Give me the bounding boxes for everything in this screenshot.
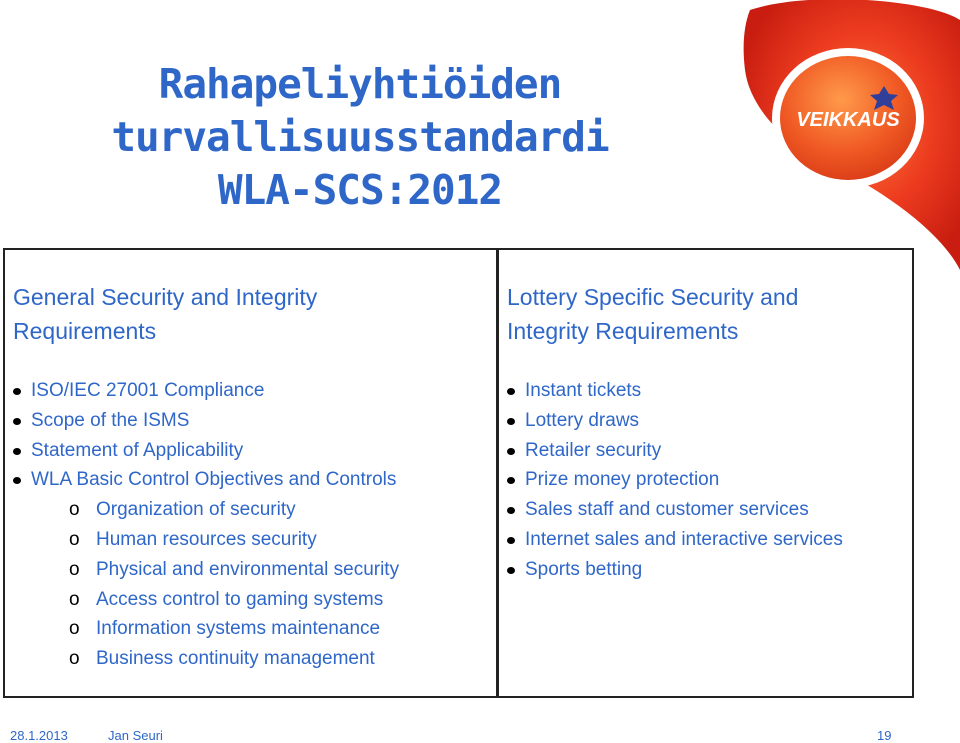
list-item-text: Scope of the ISMS — [31, 409, 190, 431]
list-item-text: WLA Basic Control Objectives and Controls — [31, 469, 397, 491]
title-line-1: Rahapeliyhtiöiden — [158, 60, 562, 108]
sub-list-item — [5, 495, 496, 525]
list-item — [505, 406, 912, 436]
list-item-text: Internet sales and interactive services — [525, 528, 843, 550]
sub-bullet-marker: o — [69, 558, 80, 580]
heading-line-2: Integrity Requirements — [507, 318, 739, 344]
sub-list-item — [5, 614, 496, 644]
sub-list-item — [5, 555, 496, 585]
list-item-text: ISO/IEC 27001 Compliance — [31, 380, 265, 401]
lottery-requirements-panel — [497, 248, 914, 698]
list-item-text: Human resources security — [96, 528, 317, 550]
general-requirements-heading — [13, 280, 496, 348]
list-item-text: Access control to gaming systems — [96, 588, 384, 610]
list-item-text: Information systems maintenance — [96, 618, 381, 640]
list-item-text: Business continuity management — [96, 648, 375, 670]
list-item — [505, 555, 912, 585]
veikkaus-logo — [730, 0, 960, 270]
list-item — [11, 436, 496, 466]
sub-bullet-marker: o — [69, 588, 80, 610]
list-item-text: Retailer security — [525, 439, 662, 461]
lottery-requirements-heading — [507, 280, 912, 348]
sub-bullet-marker: o — [69, 618, 80, 640]
list-item — [11, 465, 496, 495]
list-item-text: Sports betting — [525, 558, 643, 580]
heading-line-1: Lottery Specific Security and — [507, 284, 799, 310]
lottery-requirements-list — [499, 376, 912, 585]
list-item — [505, 465, 912, 495]
sub-bullet-marker: o — [69, 499, 80, 521]
list-item — [505, 525, 912, 555]
list-item-text: Instant tickets — [525, 380, 642, 401]
heading-line-1: General Security and Integrity — [13, 284, 318, 310]
footer-author: Jan Seuri — [108, 728, 163, 743]
footer-date: 28.1.2013 — [10, 728, 68, 743]
slide-title — [0, 58, 720, 217]
sub-bullet-marker: o — [69, 528, 80, 550]
general-requirements-panel — [3, 248, 498, 698]
list-item-text: Physical and environmental security — [96, 558, 400, 580]
list-item — [505, 376, 912, 406]
list-item-text: Statement of Applicability — [31, 439, 244, 461]
sub-list-item — [5, 525, 496, 555]
logo-text: VEIKKAUS — [796, 109, 900, 131]
sub-list-item — [5, 585, 496, 615]
page-number: 19 — [877, 728, 892, 743]
list-item — [11, 376, 496, 406]
title-line-3: WLA-SCS:2012 — [217, 166, 503, 214]
general-requirements-list — [5, 376, 496, 674]
list-item — [505, 436, 912, 466]
list-item — [11, 406, 496, 436]
list-item-text: Sales staff and customer services — [525, 499, 809, 521]
title-line-2: turvallisuusstandardi — [111, 113, 609, 161]
sub-bullet-marker: o — [69, 648, 80, 670]
list-item — [505, 495, 912, 525]
list-item-text: Organization of security — [96, 499, 296, 521]
list-item-text: Lottery draws — [525, 409, 640, 431]
heading-line-2: Requirements — [13, 318, 157, 344]
slide-footer — [0, 726, 960, 743]
sub-list-item — [5, 644, 496, 674]
list-item-text: Prize money protection — [525, 469, 720, 491]
